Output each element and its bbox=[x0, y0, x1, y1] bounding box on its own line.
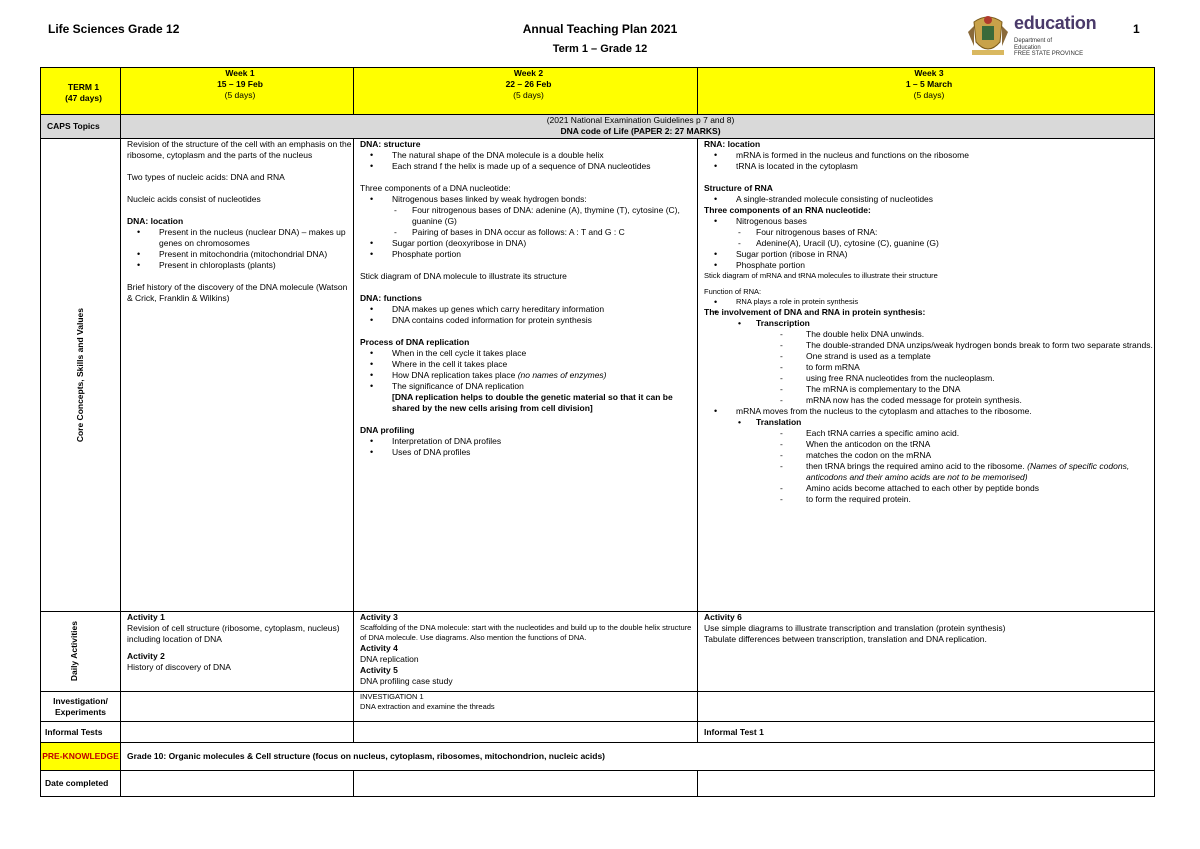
week2-content: DNA: structure • The natural shape of the DNA molecule is a double helix • Each strand f the helix is made up of a sequence of DNA nucleotides Three components of a DNA nucleotide: • Nitrogenous bases linked by weak hydrogen bonds: - Four nitrogenous bases of DNA: adenine (A), thymine (T), cytosine (C), guanine (G) - Pairing of bases in DNA occur as follows: A : T and G : C • Sugar portion (deoxyribose in DNA) • Phosphate portion Stick diagram of DNA molecule to illustrate its structure DNA: functions • DNA makes up genes which carry hereditary information • DNA contains coded information for protein synthesis Process of DNA replication • When in the cell cycle it takes place • Where in the cell it takes place • How DNA replication takes place (no names of enzymes) • The significance of DNA replication [DNA replication helps to double the genetic material so that it can be shared by the new cells arising from cell division] DNA profiling • Interpretation of DNA profiles • Uses of DNA profiles bbox=[354, 139, 698, 612]
list-item: • Uses of DNA profiles bbox=[360, 447, 697, 458]
daily-activities-label: Daily Activities bbox=[68, 621, 79, 682]
caps-row bbox=[41, 115, 1155, 139]
list-item: • mRNA moves from the nucleus to the cytoplasm and attaches to the ribosome. bbox=[704, 406, 1154, 417]
list-item: - mRNA now has the coded message for protein synthesis. bbox=[704, 395, 1154, 406]
list-item: - Four nitrogenous bases of DNA: adenine (A), thymine (T), cytosine (C), guanine (G) bbox=[360, 205, 697, 227]
date-completed-row bbox=[41, 771, 1155, 797]
list-item: • Each strand f the helix is made up of a sequence of DNA nucleotides bbox=[360, 161, 697, 172]
list-item: • Interpretation of DNA profiles bbox=[360, 436, 697, 447]
activities-label-cell bbox=[41, 612, 121, 692]
informal-tests-row bbox=[41, 722, 1155, 743]
subject-title: Life Sciences Grade 12 bbox=[48, 22, 180, 36]
core-label-cell bbox=[41, 139, 121, 612]
week-header-row bbox=[41, 68, 1155, 115]
investigation-row bbox=[41, 692, 1155, 722]
informal-tests-label: Informal Tests bbox=[41, 722, 121, 743]
caps-topic: (2021 National Examination Guidelines p 7 and 8) DNA code of Life (PAPER 2: 27 MARKS) bbox=[121, 115, 1155, 139]
week2-header: Week 2 22 – 26 Feb (5 days) bbox=[354, 68, 698, 115]
list-item: - One strand is used as a template bbox=[704, 351, 1154, 362]
list-item: • RNA plays a role in protein synthesis bbox=[704, 297, 1154, 307]
education-logo bbox=[966, 12, 1122, 62]
list-item: - The mRNA is complementary to the DNA bbox=[704, 384, 1154, 395]
list-item: - using free RNA nucleotides from the nucleoplasm. bbox=[704, 373, 1154, 384]
week1-header: Week 1 15 – 19 Feb (5 days) bbox=[121, 68, 354, 115]
list-item: • Nitrogenous bases linked by weak hydrogen bonds: bbox=[360, 194, 697, 205]
week2-investigation: INVESTIGATION 1 DNA extraction and examine the threads bbox=[354, 692, 698, 722]
list-item: • Translation bbox=[704, 417, 1154, 428]
list-item: • How DNA replication takes place (no names of enzymes) bbox=[360, 370, 697, 381]
week2-activities: Activity 3 Scaffolding of the DNA molecule: start with the nucleotides and build up to the double helix structure of DNA molecule. Use diagrams. Also mention the functions of DNA. Activity 4 DNA replication Activity 5 DNA profiling case study bbox=[354, 612, 698, 692]
list-item: - Each tRNA carries a specific amino acid. bbox=[704, 428, 1154, 439]
week3-content: RNA: location • mRNA is formed in the nucleus and functions on the ribosome • tRNA is located in the cytoplasm Structure of RNA • A single-stranded molecule consisting of nucleotides Three components of an RNA nucleotide: • Nitrogenous bases - Four nitrogenous bases of RNA: - Adenine(A), Uracil (U), cytosine (C), guanine (G) • Sugar portion (ribose in RNA) • Phosphate portion Stick diagram of mRNA and tRNA molecules to illustrate their structure Function of RNA: • RNA plays a role in protein synthesis The involvement of DNA and RNA in protein synthesis: • Transcription - The double helix DNA unwinds. - The double-stranded DNA unzips/weak hydrogen bonds break to form two separate strands. - One strand is used as a template - to form mRNA - using free RNA nucleotides from the nucleoplasm. - The mRNA is complementary to the DNA - mRNA now has the coded message for protein synthesis. • mRNA moves from the nucleus to the cytoplasm and attaches to the ribosome. • Translation - Each tRNA carries a specific amino acid. - When the anticodon on the tRNA - matches the codon on the mRNA - then tRNA brings the required amino acid to the ribosome. (Names of specific codons, anticodons and their amino acids are not to be memorised) - Amino acids become attached to each other by peptide bonds - to form the required protein. bbox=[698, 139, 1155, 612]
week1-content: Revision of the structure of the cell with an emphasis on the ribosome, cytoplasm and the parts of the nucleus Two types of nucleic acids: DNA and RNA Nucleic acids consist of nucleotides DNA: location • Present in the nucleus (nuclear DNA) – makes up genes on chromosomes • Present in mitochondria (mitochondrial DNA) • Present in chloroplasts (plants) Brief history of the discovery of the DNA molecule (Watson & Crick, Franklin & Wilkins) bbox=[121, 139, 354, 612]
list-item: - Adenine(A), Uracil (U), cytosine (C), guanine (G) bbox=[704, 238, 1154, 249]
list-item: • The significance of DNA replication [DNA replication helps to double the genetic material so that it can be shared by the new cells arising from cell division] bbox=[360, 381, 697, 414]
week1-activities: Activity 1 Revision of cell structure (ribosome, cytoplasm, nucleus) including location of DNA Activity 2 History of discovery of DNA bbox=[121, 612, 354, 692]
pre-knowledge-text: Grade 10: Organic molecules & Cell structure (focus on nucleus, cytoplasm, ribosomes, mitochondrion, nucleic acids) bbox=[121, 743, 1155, 771]
logo-dept: Department of Education FREE STATE PROVINCE bbox=[1014, 38, 1084, 57]
list-item: • Present in chloroplasts (plants) bbox=[127, 260, 353, 271]
week3-informal-test: Informal Test 1 bbox=[698, 722, 1155, 743]
week3-header: Week 3 1 – 5 March (5 days) bbox=[698, 68, 1155, 115]
list-item: • Present in the nucleus (nuclear DNA) – makes up genes on chromosomes bbox=[127, 227, 353, 249]
pre-knowledge-label: PRE-KNOWLEDGE bbox=[41, 743, 121, 771]
page-header bbox=[0, 0, 1200, 66]
list-item: - to form mRNA bbox=[704, 362, 1154, 373]
list-item: • Phosphate portion bbox=[360, 249, 697, 260]
core-concepts-label: Core Concepts, Skills and Values bbox=[75, 307, 85, 443]
list-item: • tRNA is located in the cytoplasm bbox=[704, 161, 1154, 172]
list-item: • When in the cell cycle it takes place bbox=[360, 348, 697, 359]
teaching-plan-table bbox=[40, 67, 1155, 797]
date-completed-label: Date completed bbox=[41, 771, 121, 797]
list-item: • Sugar portion (deoxyribose in DNA) bbox=[360, 238, 697, 249]
list-item: • mRNA is formed in the nucleus and functions on the ribosome bbox=[704, 150, 1154, 161]
logo-word: education bbox=[1014, 13, 1097, 33]
list-item: - Pairing of bases in DNA occur as follows: A : T and G : C bbox=[360, 227, 697, 238]
list-item: - Amino acids become attached to each other by peptide bonds bbox=[704, 483, 1154, 494]
list-item: - then tRNA brings the required amino acid to the ribosome. (Names of specific codons, anticodons and their amino acids are not to be memorised) bbox=[704, 461, 1154, 483]
coat-of-arms-icon bbox=[966, 12, 1010, 60]
term-cell: TERM 1 (47 days) bbox=[41, 68, 121, 115]
list-item: • DNA makes up genes which carry hereditary information bbox=[360, 304, 697, 315]
term-title: Term 1 – Grade 12 bbox=[552, 43, 648, 55]
list-item: • Present in mitochondria (mitochondrial DNA) bbox=[127, 249, 353, 260]
list-item: • The natural shape of the DNA molecule is a double helix bbox=[360, 150, 697, 161]
activities-row bbox=[41, 612, 1155, 692]
core-concepts-row bbox=[41, 139, 1155, 612]
list-item: • Phosphate portion bbox=[704, 260, 1154, 271]
list-item: - Four nitrogenous bases of RNA: bbox=[704, 227, 1154, 238]
caps-label: CAPS Topics bbox=[41, 115, 121, 139]
list-item: • Sugar portion (ribose in RNA) bbox=[704, 249, 1154, 260]
list-item: - matches the codon on the mRNA bbox=[704, 450, 1154, 461]
list-item: • Transcription bbox=[704, 318, 1154, 329]
list-item: • A single-stranded molecule consisting of nucleotides bbox=[704, 194, 1154, 205]
list-item: - to form the required protein. bbox=[704, 494, 1154, 505]
pre-knowledge-row bbox=[41, 743, 1155, 771]
page-number: 1 bbox=[1133, 22, 1140, 36]
list-item: • Nitrogenous bases bbox=[704, 216, 1154, 227]
list-item: - When the anticodon on the tRNA bbox=[704, 439, 1154, 450]
investigation-label: Investigation/ Experiments bbox=[41, 692, 121, 722]
list-item: • DNA contains coded information for protein synthesis bbox=[360, 315, 697, 326]
list-item: • Where in the cell it takes place bbox=[360, 359, 697, 370]
list-item: - The double helix DNA unwinds. bbox=[704, 329, 1154, 340]
list-item: - The double-stranded DNA unzips/weak hydrogen bonds break to form two separate strands. bbox=[704, 340, 1154, 351]
plan-title: Annual Teaching Plan 2021 bbox=[522, 22, 678, 36]
week3-activities: Activity 6 Use simple diagrams to illustrate transcription and translation (protein synthesis) Tabulate differences between transcription, translation and DNA replication. bbox=[698, 612, 1155, 692]
